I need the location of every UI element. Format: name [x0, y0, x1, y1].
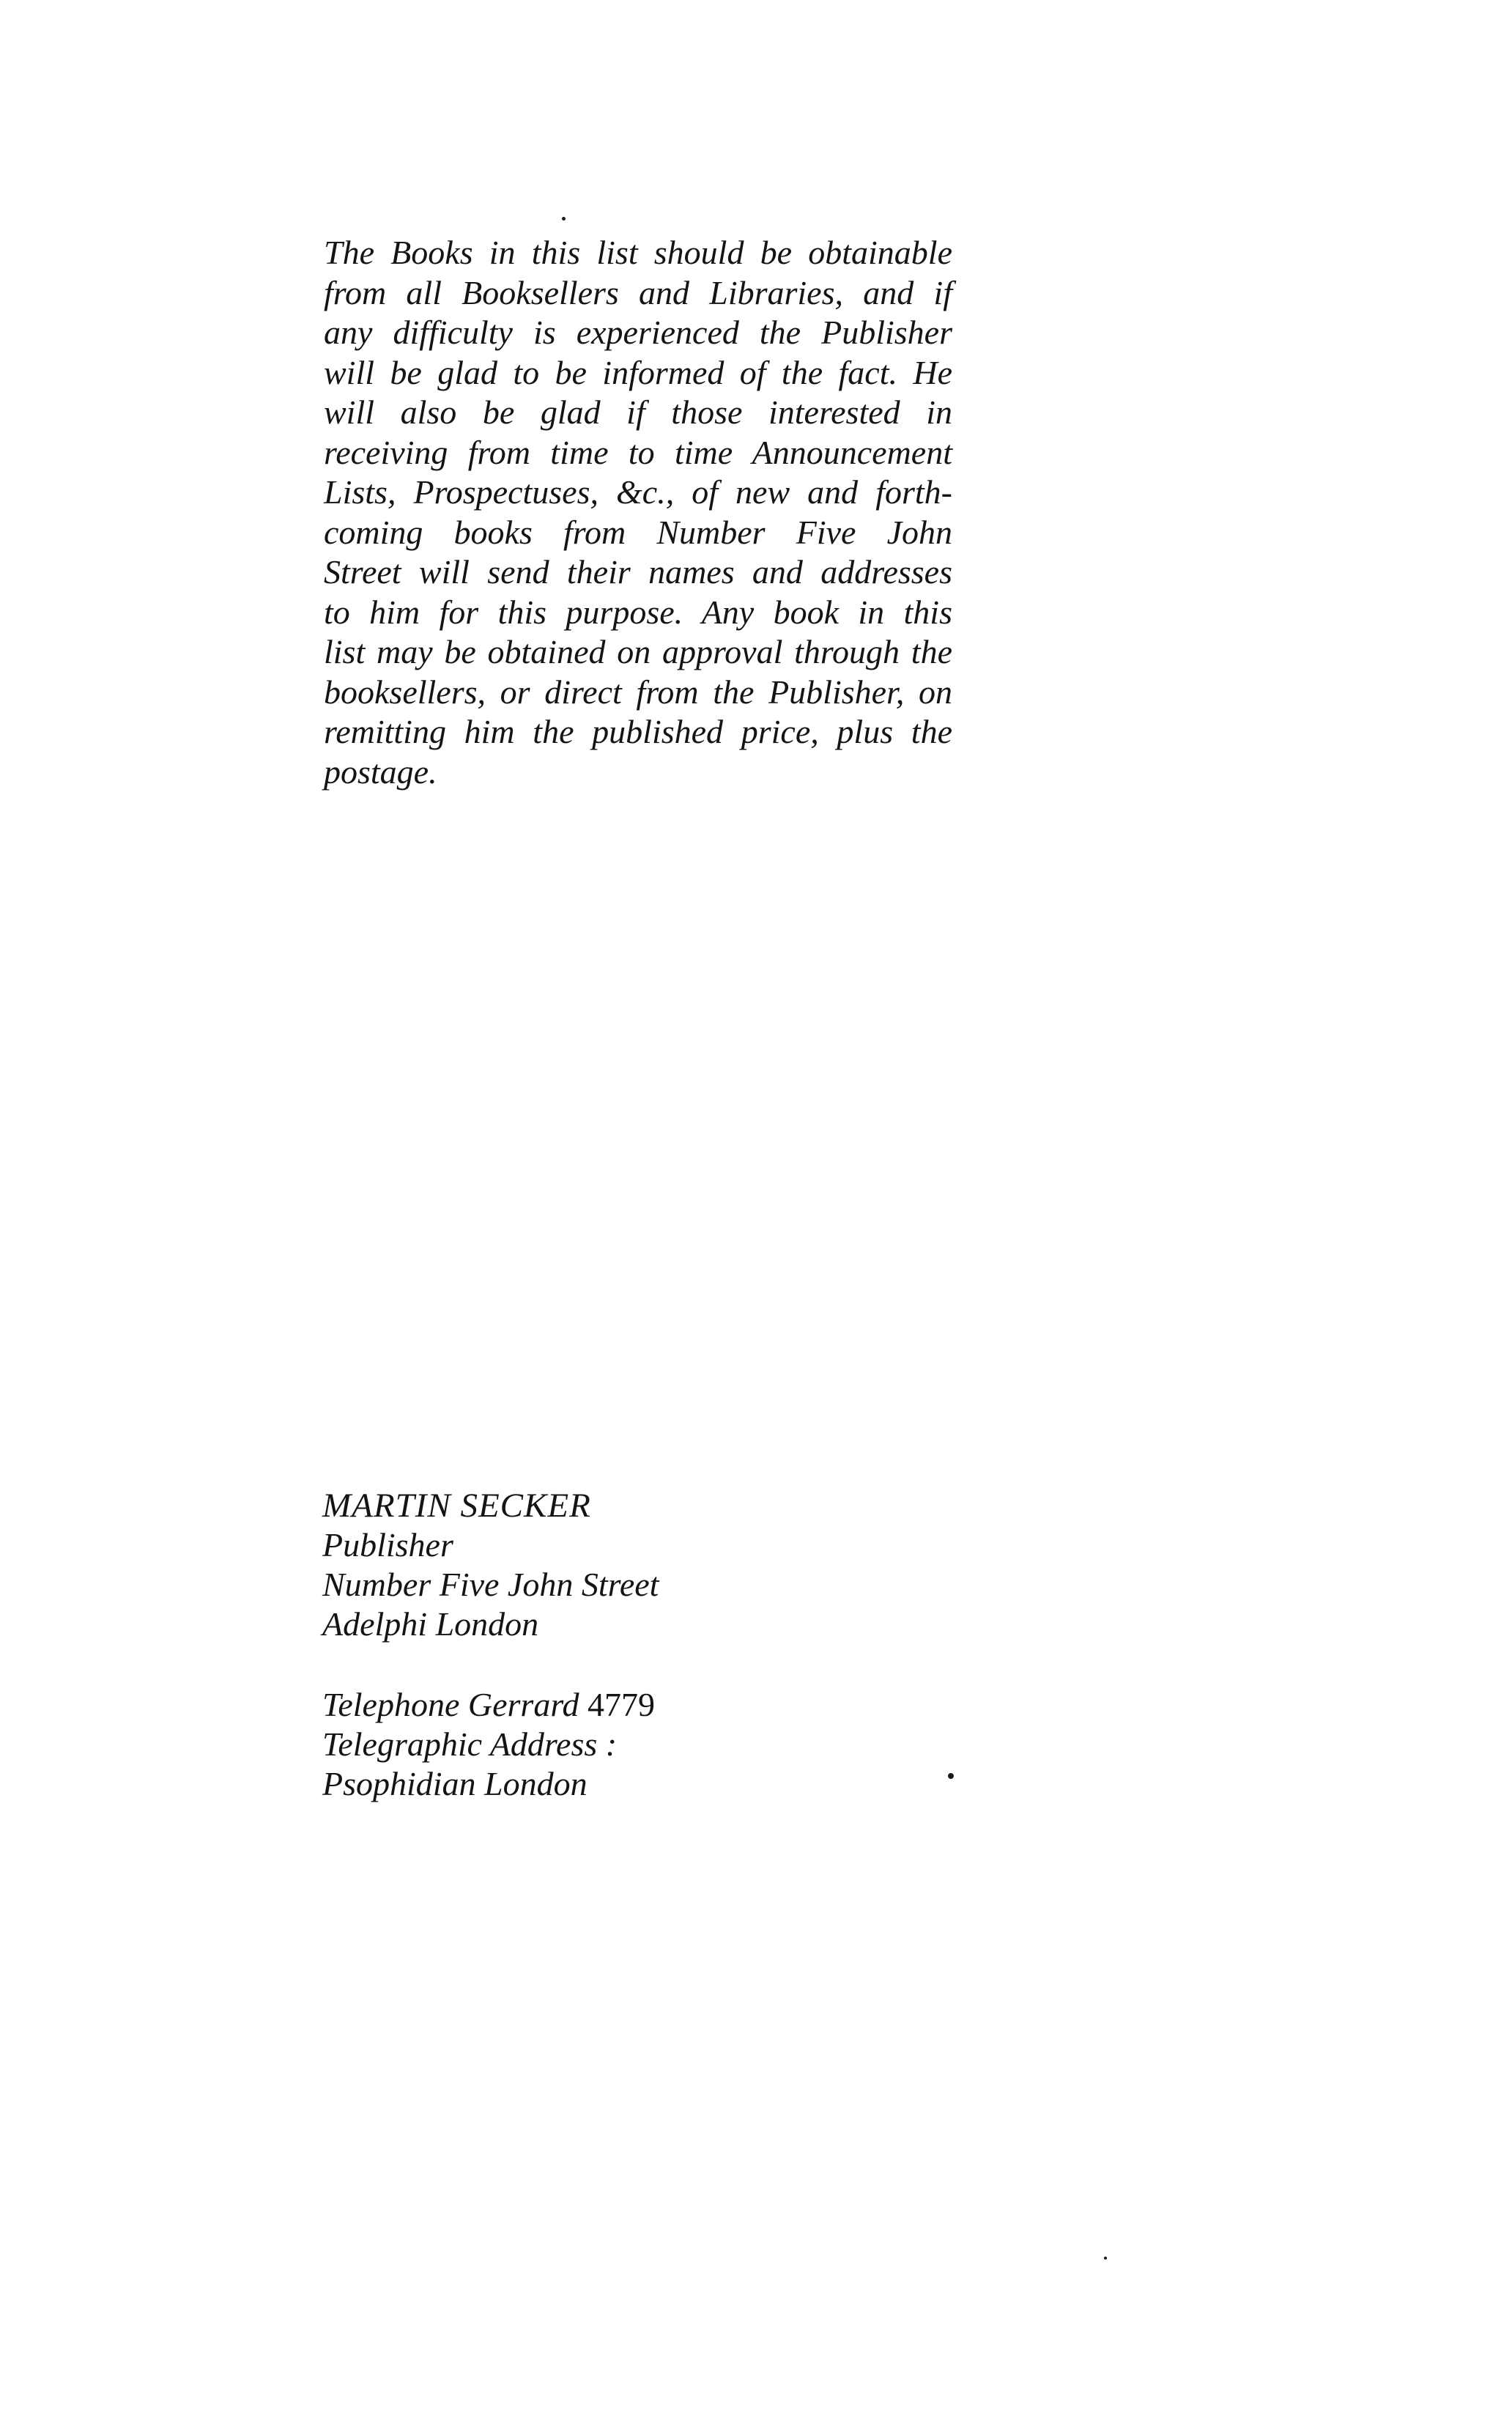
ink-speck	[1104, 2257, 1107, 2260]
publisher-name: MARTIN SECKER	[322, 1487, 591, 1525]
telegraphic-address: Psophidian London	[322, 1765, 588, 1802]
telephone-label: Telephone Gerrard	[322, 1686, 579, 1723]
notice-line: any difficulty is experienced the Publisher	[324, 314, 952, 351]
notice-line: to him for this purpose. Any book in this	[324, 593, 952, 631]
notice-line: The Books in this list should be obtainable	[324, 234, 952, 271]
notice-line: will be glad to be informed of the fact. He	[324, 353, 952, 391]
notice-line: Lists, Prospectuses, &c., of new and forth-	[324, 473, 952, 511]
notice-line: remitting him the published price, plus the	[324, 713, 952, 750]
publisher-street: Number Five John Street	[322, 1566, 659, 1603]
notice-line: from all Booksellers and Libraries, and if	[324, 273, 952, 311]
publisher-contact	[322, 1685, 655, 1804]
notice-line: coming books from Number Five John	[324, 513, 952, 551]
ink-speck	[948, 1773, 954, 1779]
notice-line: booksellers, or direct from the Publisher, on	[324, 673, 952, 711]
notice-line: will also be glad if those interested in	[324, 393, 952, 431]
notice-line: list may be obtained on approval through the	[324, 633, 952, 670]
notice-line: postage.	[324, 752, 437, 791]
publisher-city: Adelphi London	[322, 1605, 539, 1643]
notice-line: Street will send their names and addresses	[324, 553, 952, 591]
telegraphic-label: Telegraphic Address :	[322, 1725, 618, 1763]
telephone-number: 4779	[588, 1686, 656, 1723]
telephone-line	[322, 1685, 655, 1725]
publisher-role: Publisher	[322, 1526, 453, 1564]
notice-line: receiving from time to time Announcement	[324, 433, 952, 471]
publisher-notice	[324, 233, 952, 792]
ink-speck	[562, 217, 566, 221]
publisher-imprint	[322, 1486, 659, 1644]
